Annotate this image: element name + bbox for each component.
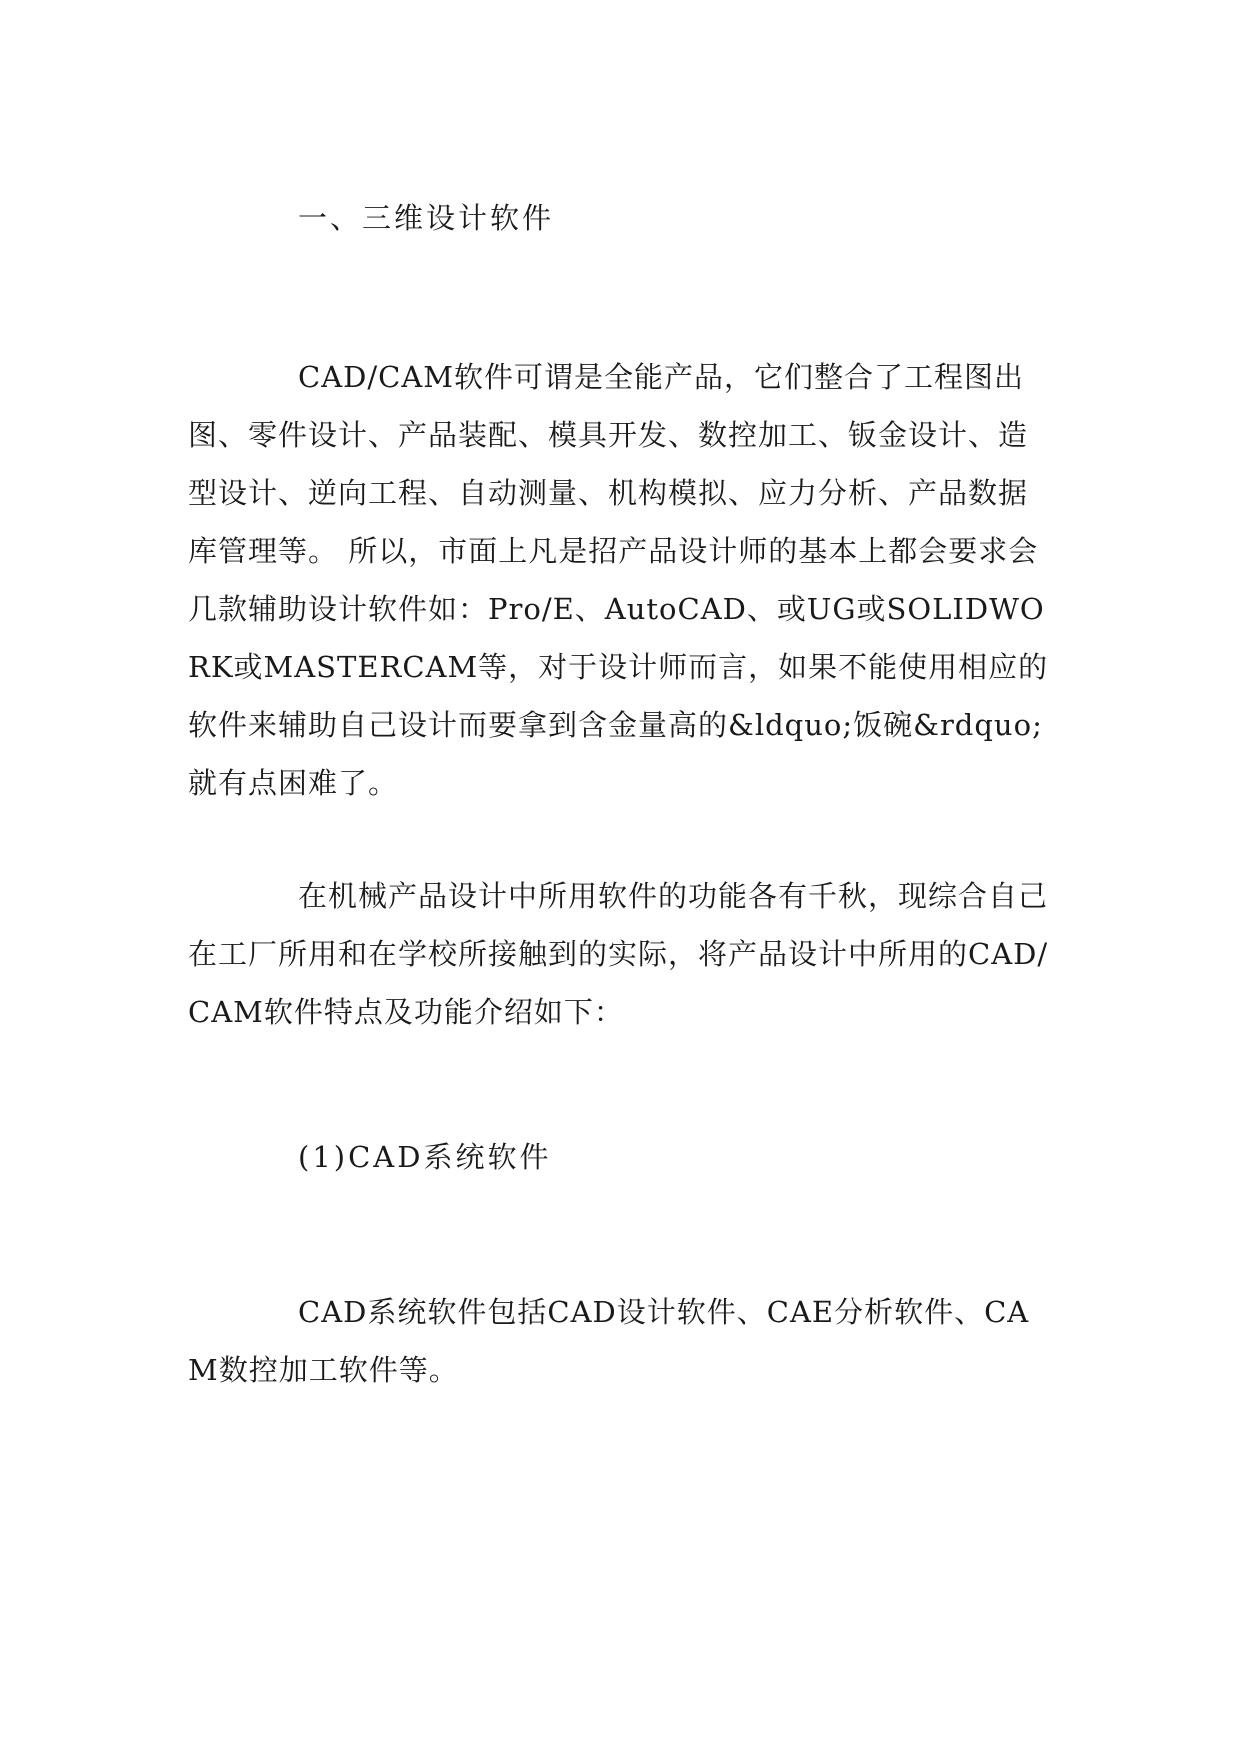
paragraph-cad-cam-overview: CAD/CAM软件可谓是全能产品，它们整合了工程图出图、零件设计、产品装配、模具开发、数控加工、钣金设计、造型设计、逆向工程、自动测量、机构模拟、应力分析、产品数据库管理等。 所以，市面上凡是招产品设计师的基本上都会要求会几款辅助设计软件如：Pro/E、AutoCAD、或UG或SOLIDWORK或MASTERCAM等，对于设计师而言，如果不能使用相应的软件来辅助自己设计而要拿到含金量高的&ldquo;饭碗&rdquo;就有点困难了。 (188, 360, 1049, 800)
paragraph-cad-system-contents: CAD系统软件包括CAD设计软件、CAE分析软件、CAM数控加工软件等。 (188, 1295, 1030, 1387)
subsection-heading-cad-system: (1)CAD系统软件 (298, 1140, 552, 1174)
paragraph-software-intro: 在机械产品设计中所用软件的功能各有千秋，现综合自己在工厂所用和在学校所接触到的实际，将产品设计中所用的CAD/CAM软件特点及功能介绍如下： (188, 879, 1049, 1029)
section-heading-3d-software: 一、三维设计软件 (298, 201, 555, 235)
